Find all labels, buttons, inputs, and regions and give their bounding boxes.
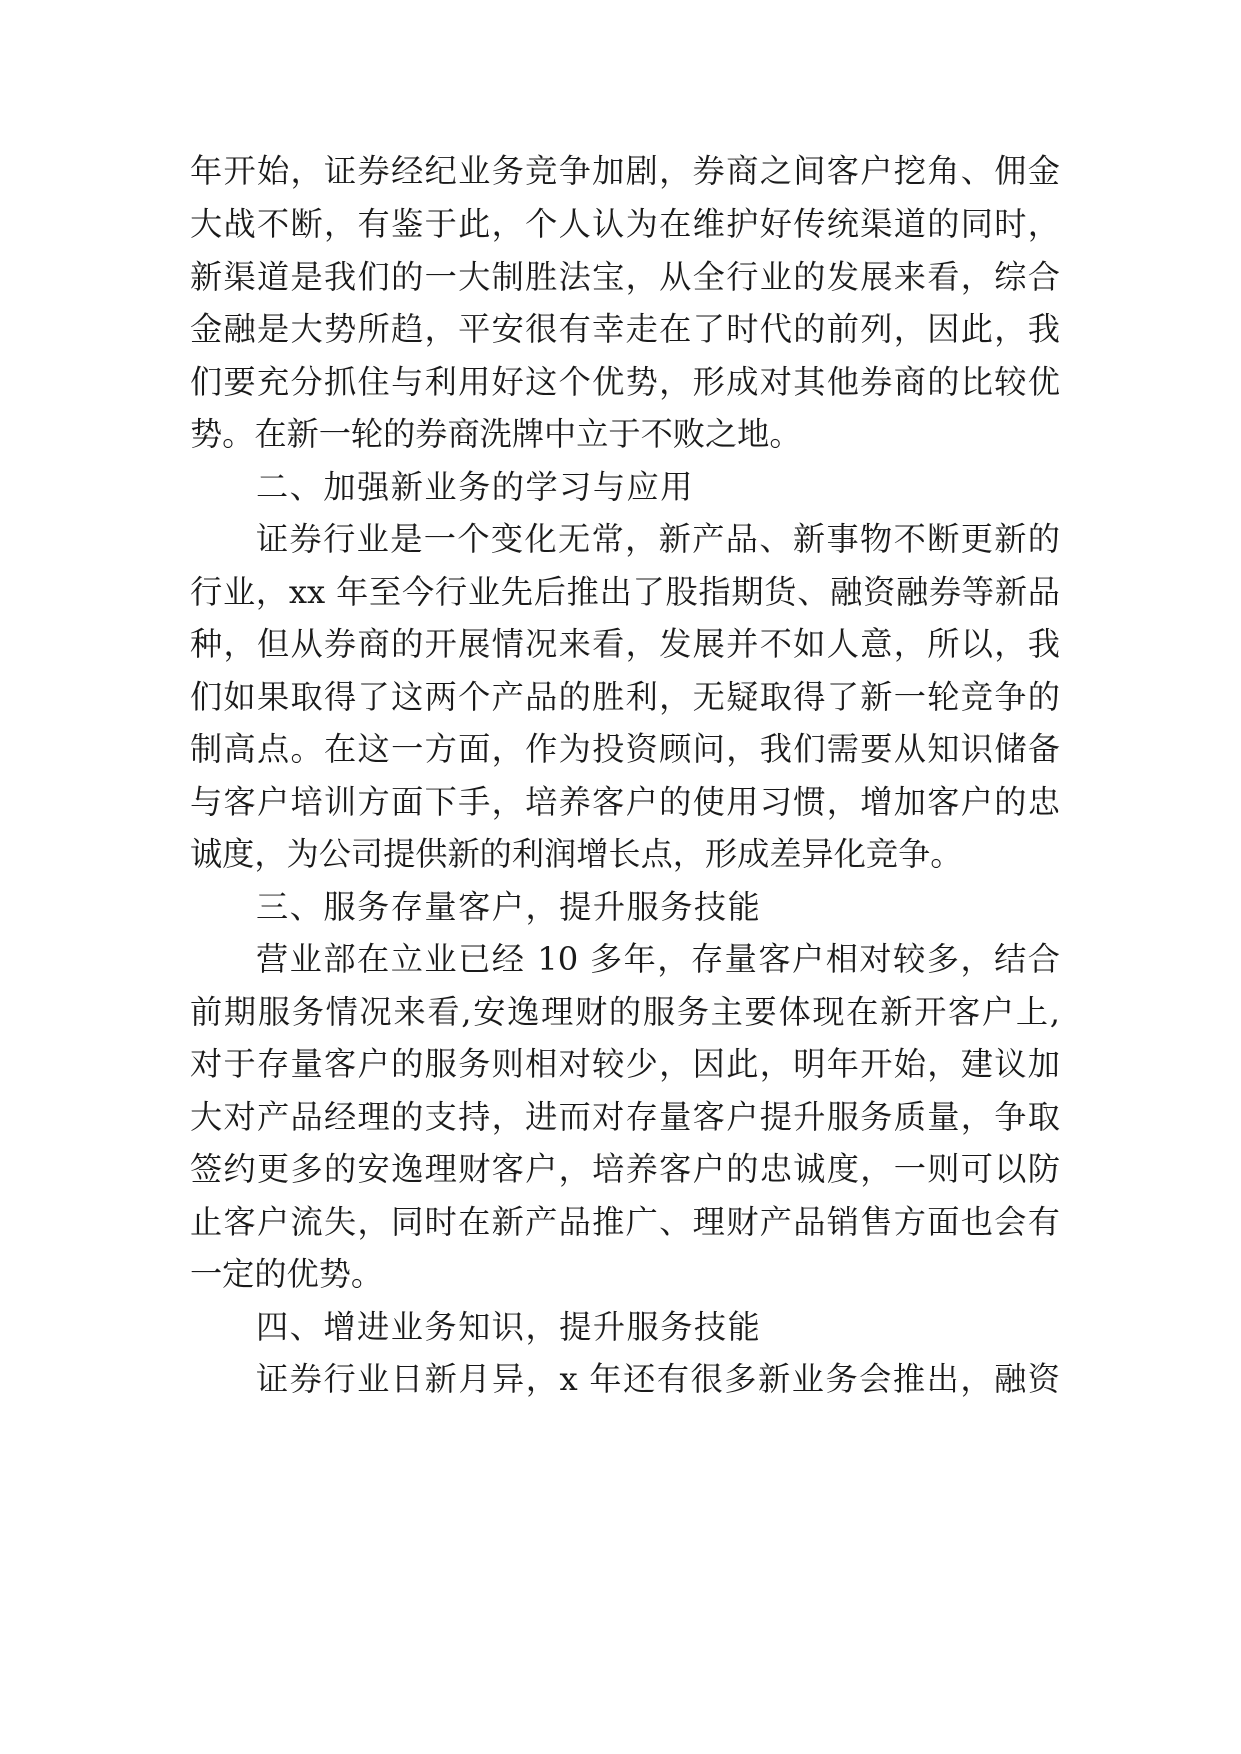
paragraph-line: 势。在新一轮的券商洗牌中立于不败之地。	[190, 415, 802, 453]
paragraph-line: 证券行业是一个变化无常，新产品、新事物不断更新的	[256, 520, 1060, 558]
paragraph-line: 们如果取得了这两个产品的胜利，无疑取得了新一轮竞争的	[190, 678, 1060, 716]
paragraph-line: 新渠道是我们的一大制胜法宝，从全行业的发展来看，综合	[190, 258, 1060, 296]
paragraph-line: 金融是大势所趋，平安很有幸走在了时代的前列，因此，我	[190, 310, 1060, 348]
paragraph-line: 行业，xx 年至今行业先后推出了股指期货、融资融券等新品	[190, 573, 1060, 611]
paragraph-line: 年开始，证券经纪业务竞争加剧，券商之间客户挖角、佣金	[190, 152, 1060, 190]
paragraph-line: 与客户培训方面下手，培养客户的使用习惯，增加客户的忠	[190, 783, 1060, 821]
paragraph-line: 制高点。在这一方面，作为投资顾问，我们需要从知识储备	[190, 730, 1060, 768]
paragraph-line: 证券行业日新月异，x 年还有很多新业务会推出，融资	[256, 1360, 1060, 1398]
paragraph-line: 对于存量客户的服务则相对较少，因此，明年开始，建议加	[190, 1045, 1060, 1083]
paragraph-line: 们要充分抓住与利用好这个优势，形成对其他券商的比较优	[190, 363, 1060, 401]
paragraph-line: 止客户流失，同时在新产品推广、理财产品销售方面也会有	[190, 1203, 1060, 1241]
paragraph-line: 营业部在立业已经 10 多年，存量客户相对较多，结合	[256, 940, 1060, 978]
paragraph-line: 诚度，为公司提供新的利润增长点，形成差异化竞争。	[190, 835, 963, 873]
paragraph-line: 签约更多的安逸理财客户，培养客户的忠诚度，一则可以防	[190, 1150, 1060, 1188]
paragraph-line: 大对产品经理的支持，进而对存量客户提升服务质量，争取	[190, 1098, 1060, 1136]
paragraph-line: 一定的优势。	[190, 1255, 384, 1293]
paragraph-line: 前期服务情况来看,安逸理财的服务主要体现在新开客户上,	[190, 993, 1060, 1031]
section-heading: 四、增进业务知识，提升服务技能	[256, 1308, 762, 1346]
paragraph-line: 大战不断，有鉴于此，个人认为在维护好传统渠道的同时，	[190, 205, 1060, 243]
section-heading: 二、加强新业务的学习与应用	[256, 468, 694, 506]
section-heading: 三、服务存量客户，提升服务技能	[256, 888, 762, 926]
paragraph-line: 种，但从券商的开展情况来看，发展并不如人意，所以，我	[190, 625, 1060, 663]
